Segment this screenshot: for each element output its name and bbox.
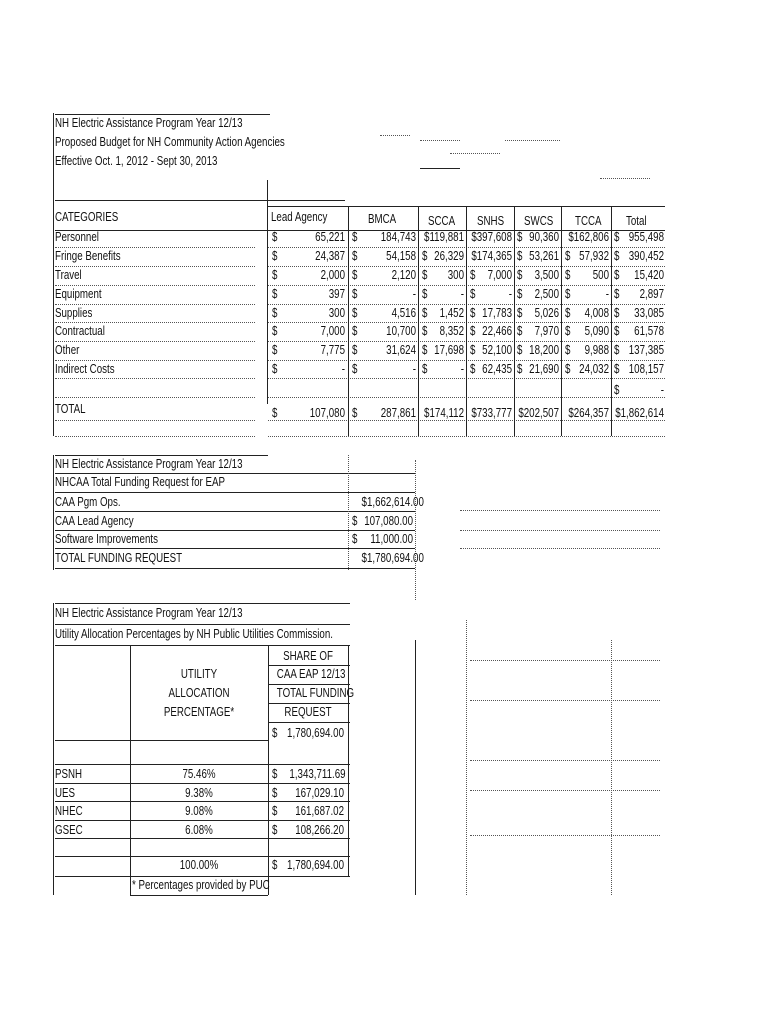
- grid-line-v: [53, 113, 54, 436]
- budget-cell: 10,700: [386, 324, 416, 338]
- grid-line-v: [267, 180, 268, 404]
- col-header-total: Total: [626, 214, 647, 228]
- funding-label: Software Improvements: [55, 532, 158, 546]
- funding-value: 11,000.00: [370, 532, 413, 546]
- grid-line-h: [55, 114, 270, 115]
- grid-line-h: [268, 703, 350, 704]
- dollar-sign: $: [614, 343, 620, 357]
- budget-cell: 57,932: [579, 249, 609, 263]
- request-dollar-sign: $: [272, 726, 278, 740]
- budget-cell: 500: [592, 268, 609, 282]
- dollar-sign: $: [272, 804, 278, 818]
- total-cell: 287,861: [380, 406, 416, 420]
- grid-line-h: [55, 378, 255, 379]
- dollar-sign: $: [272, 767, 278, 781]
- category-label: Other: [55, 343, 80, 357]
- budget-cell: 15,420: [634, 268, 664, 282]
- dollar-sign: $: [352, 343, 358, 357]
- grid-line-h: [268, 665, 350, 666]
- dollar-sign: $: [470, 343, 476, 357]
- grid-line-h: [55, 341, 255, 342]
- dollar-sign: $: [517, 287, 523, 301]
- budget-cell: -: [660, 383, 664, 397]
- dollar-sign: $: [517, 249, 523, 263]
- col-header-lead-agency: Lead Agency: [271, 210, 328, 224]
- total-dollar-sign: $: [272, 858, 278, 872]
- dollar-sign: $: [422, 268, 428, 282]
- dollar-sign: $: [272, 324, 278, 338]
- share-header-line-4: REQUEST: [284, 705, 332, 719]
- grid-line-h: [55, 530, 415, 531]
- dollar-sign: $: [470, 268, 476, 282]
- grid-line-v: [348, 645, 349, 876]
- grid-line-h: [55, 397, 255, 398]
- dollar-sign: $: [422, 306, 428, 320]
- budget-cell: 33,085: [634, 306, 664, 320]
- grid-line-h: [55, 511, 415, 512]
- utility-percentage: 75.46%: [182, 767, 216, 781]
- dollar-sign: $: [422, 362, 428, 376]
- total-cell: $1,862,614: [615, 406, 664, 420]
- budget-cell: 2,120: [391, 268, 416, 282]
- dollar-sign: $: [470, 306, 476, 320]
- budget-cell: 7,775: [320, 343, 345, 357]
- budget-cell: 21,690: [529, 362, 559, 376]
- budget-cell: 5,026: [534, 306, 559, 320]
- budget-cell: 26,329: [434, 249, 464, 263]
- funding-title-line-2: NHCAA Total Funding Request for EAP: [55, 475, 226, 489]
- grid-line-h: [470, 760, 660, 761]
- col-header-swcs: SWCS: [524, 214, 554, 228]
- grid-line-h: [55, 360, 255, 361]
- grid-line-h: [268, 722, 350, 723]
- budget-cell: 108,157: [628, 362, 664, 376]
- dollar-sign: $: [272, 786, 278, 800]
- grid-line-h: [55, 838, 350, 839]
- dollar-sign: $: [517, 362, 523, 376]
- grid-line-h: [55, 455, 268, 456]
- grid-line-h: [55, 492, 415, 493]
- funding-label: TOTAL FUNDING REQUEST: [55, 551, 183, 565]
- budget-cell: -: [341, 362, 345, 376]
- grid-line-v: [415, 640, 416, 895]
- dollar-sign: $: [272, 306, 278, 320]
- category-label: Travel: [55, 268, 82, 282]
- budget-cell: 4,516: [391, 306, 416, 320]
- grid-line-h: [55, 624, 350, 625]
- budget-cell: 7,000: [487, 268, 512, 282]
- dollar-sign: $: [422, 287, 428, 301]
- budget-title-line-1: NH Electric Assistance Program Year 12/13: [55, 116, 243, 130]
- grid-line-h: [55, 568, 415, 569]
- dollar-sign: $: [352, 287, 358, 301]
- category-label: Supplies: [55, 306, 93, 320]
- budget-cell: 2,500: [534, 287, 559, 301]
- funding-label: CAA Pgm Ops.: [55, 495, 121, 509]
- col-header-bmca: BMCA: [368, 212, 397, 226]
- utility-label: NHEC: [55, 804, 83, 818]
- dollar-sign: $: [565, 249, 571, 263]
- share-header-line-1: SHARE OF: [283, 649, 333, 663]
- dollar-sign: $: [614, 249, 620, 263]
- grid-line-h: [380, 135, 410, 136]
- allocation-title-line-1: NH Electric Assistance Program Year 12/13: [55, 606, 243, 620]
- budget-cell: 24,032: [579, 362, 609, 376]
- budget-cell: 1,452: [439, 306, 464, 320]
- grid-line-v: [53, 603, 54, 895]
- total-cell: $202,507: [518, 406, 559, 420]
- dollar-sign: $: [614, 268, 620, 282]
- total-cell: $174,112: [424, 406, 464, 420]
- grid-line-h: [470, 660, 660, 661]
- dollar-sign: $: [614, 383, 620, 397]
- budget-cell: 137,385: [628, 343, 664, 357]
- col-header-scca: SCCA: [428, 214, 456, 228]
- grid-line-v: [348, 455, 349, 570]
- grid-line-h: [55, 200, 345, 201]
- dollar-sign: $: [517, 306, 523, 320]
- dollar-sign: $: [517, 268, 523, 282]
- budget-cell: 2,000: [320, 268, 345, 282]
- total-request-value: 1,780,694.00: [287, 726, 344, 740]
- grid-line-v: [466, 620, 467, 895]
- total-percentage: 100.00%: [179, 858, 219, 872]
- category-label: Contractual: [55, 324, 105, 338]
- utility-label: PSNH: [55, 767, 83, 781]
- dollar-sign: $: [565, 306, 571, 320]
- grid-line-h: [55, 603, 350, 604]
- share-header-line-3: TOTAL FUNDING: [276, 686, 355, 700]
- budget-cell: 955,498: [628, 230, 664, 244]
- budget-cell: -: [412, 362, 416, 376]
- budget-cell: -: [460, 362, 464, 376]
- grid-line-v: [53, 455, 54, 570]
- dollar-sign: $: [352, 230, 358, 244]
- total-cell: $264,357: [568, 406, 609, 420]
- utility-percentage: 6.08%: [185, 823, 213, 837]
- grid-line-h: [55, 304, 255, 305]
- dollar-sign: $: [422, 324, 428, 338]
- grid-line-h: [55, 876, 350, 877]
- grid-line-h: [470, 700, 660, 701]
- total-cell: 107,080: [309, 406, 345, 420]
- funding-title-line-1: NH Electric Assistance Program Year 12/13: [55, 457, 243, 471]
- pct-header-line-1: UTILITY: [180, 667, 218, 681]
- dollar-sign: $: [352, 406, 358, 420]
- budget-cell: 17,698: [434, 343, 464, 357]
- grid-line-h: [470, 835, 660, 836]
- grid-line-h: [55, 801, 350, 802]
- utility-share-value: 108,266.20: [295, 823, 344, 837]
- grid-line-v: [268, 645, 269, 895]
- grid-line-h: [55, 764, 350, 765]
- utility-label: GSEC: [55, 823, 83, 837]
- grid-line-h: [55, 247, 255, 248]
- budget-cell: 24,387: [315, 249, 345, 263]
- budget-cell: 7,000: [320, 324, 345, 338]
- grid-line-h: [420, 168, 460, 169]
- grid-line-h: [55, 783, 350, 784]
- budget-cell: 52,100: [482, 343, 512, 357]
- col-header-tcca: TCCA: [575, 214, 602, 228]
- budget-cell: -: [605, 287, 609, 301]
- dollar-sign: $: [565, 343, 571, 357]
- budget-cell: $162,806: [568, 230, 609, 244]
- dollar-sign: $: [272, 406, 278, 420]
- grid-line-h: [55, 645, 350, 646]
- grid-line-h: [55, 548, 415, 549]
- grid-line-v: [130, 645, 131, 895]
- grid-line-h: [55, 322, 255, 323]
- grid-line-h: [268, 684, 350, 685]
- budget-cell: 17,783: [482, 306, 512, 320]
- grid-line-h: [55, 420, 255, 421]
- funding-label: CAA Lead Agency: [55, 514, 134, 528]
- dollar-sign: $: [614, 230, 620, 244]
- total-label: TOTAL: [55, 402, 86, 416]
- budget-cell: 54,158: [386, 249, 416, 263]
- budget-cell: 397: [328, 287, 345, 301]
- dollar-sign: $: [565, 287, 571, 301]
- dollar-sign: $: [352, 324, 358, 338]
- budget-cell: -: [460, 287, 464, 301]
- grid-line-h: [600, 178, 650, 179]
- allocation-title-line-2: Utility Allocation Percentages by NH Public Utilities Commission.: [55, 627, 333, 641]
- dollar-sign: $: [517, 324, 523, 338]
- budget-cell: 3,500: [534, 268, 559, 282]
- dollar-sign: $: [352, 514, 358, 528]
- budget-cell: $397,608: [471, 230, 512, 244]
- dollar-sign: $: [272, 268, 278, 282]
- pct-header-line-3: PERCENTAGE*: [163, 705, 235, 719]
- budget-cell: 7,970: [534, 324, 559, 338]
- dollar-sign: $: [614, 324, 620, 338]
- dollar-sign: $: [470, 287, 476, 301]
- grid-line-h: [55, 285, 255, 286]
- grid-line-h: [55, 856, 350, 857]
- budget-cell: -: [412, 287, 416, 301]
- budget-cell: 300: [328, 306, 345, 320]
- funding-value: 107,080.00: [364, 514, 413, 528]
- category-label: Personnel: [55, 230, 99, 244]
- dollar-sign: $: [272, 823, 278, 837]
- dollar-sign: $: [352, 532, 358, 546]
- dollar-sign: $: [352, 249, 358, 263]
- budget-cell: 300: [447, 268, 464, 282]
- total-allocation-value: 1,780,694.00: [287, 858, 344, 872]
- grid-line-h: [470, 790, 660, 791]
- budget-cell: 184,743: [380, 230, 416, 244]
- grid-line-h: [55, 266, 255, 267]
- budget-cell: 8,352: [439, 324, 464, 338]
- category-label: Indirect Costs: [55, 362, 115, 376]
- utility-label: UES: [55, 786, 76, 800]
- dollar-sign: $: [614, 306, 620, 320]
- dollar-sign: $: [272, 287, 278, 301]
- funding-value: $1,662,614.00: [361, 495, 424, 509]
- budget-cell: 53,261: [529, 249, 559, 263]
- dollar-sign: $: [352, 306, 358, 320]
- budget-cell: 61,578: [634, 324, 664, 338]
- dollar-sign: $: [422, 343, 428, 357]
- dollar-sign: $: [352, 362, 358, 376]
- grid-line-h: [460, 510, 660, 511]
- budget-title-line-3: Effective Oct. 1, 2012 - Sept 30, 2013: [55, 154, 218, 168]
- budget-cell: 9,988: [584, 343, 609, 357]
- budget-cell: 22,466: [482, 324, 512, 338]
- grid-line-h: [420, 140, 460, 141]
- dollar-sign: $: [272, 230, 278, 244]
- budget-cell: 65,221: [315, 230, 345, 244]
- total-cell: $733,777: [471, 406, 512, 420]
- budget-cell: -: [508, 287, 512, 301]
- col-header-categories: CATEGORIES: [55, 210, 119, 224]
- category-label: Equipment: [55, 287, 102, 301]
- category-label: Fringe Benefits: [55, 249, 121, 263]
- pct-header-line-2: ALLOCATION: [168, 686, 230, 700]
- grid-line-h: [460, 530, 660, 531]
- budget-title-line-2: Proposed Budget for NH Community Action Agencies: [55, 135, 285, 149]
- grid-line-h: [450, 153, 500, 154]
- share-header-line-2: CAA EAP 12/13: [276, 667, 346, 681]
- grid-line-h: [130, 895, 268, 896]
- budget-cell: 4,008: [584, 306, 609, 320]
- col-header-snhs: SNHS: [477, 214, 505, 228]
- grid-line-v: [348, 206, 349, 436]
- budget-cell: $119,881: [424, 230, 464, 244]
- grid-line-h: [55, 436, 255, 437]
- grid-line-h: [55, 473, 415, 474]
- funding-value: $1,780,694.00: [361, 551, 424, 565]
- grid-line-h: [460, 548, 660, 549]
- grid-line-h: [55, 820, 350, 821]
- grid-line-v: [611, 640, 612, 895]
- grid-line-h: [55, 740, 268, 741]
- utility-share-value: 1,343,711.69: [289, 767, 346, 781]
- utility-share-value: 161,687.02: [295, 804, 344, 818]
- grid-line-h: [268, 436, 665, 437]
- utility-percentage: 9.38%: [185, 786, 213, 800]
- grid-line-h: [505, 140, 560, 141]
- percentage-footnote: * Percentages provided by PUC: [132, 878, 270, 892]
- budget-cell: 2,897: [639, 287, 664, 301]
- utility-percentage: 9.08%: [185, 804, 213, 818]
- budget-cell: 62,435: [482, 362, 512, 376]
- budget-cell: 31,624: [386, 343, 416, 357]
- grid-line-v: [415, 460, 416, 600]
- dollar-sign: $: [272, 249, 278, 263]
- dollar-sign: $: [517, 343, 523, 357]
- dollar-sign: $: [272, 362, 278, 376]
- dollar-sign: $: [614, 287, 620, 301]
- utility-share-value: 167,029.10: [295, 786, 344, 800]
- dollar-sign: $: [517, 230, 523, 244]
- dollar-sign: $: [352, 268, 358, 282]
- budget-cell: 5,090: [584, 324, 609, 338]
- dollar-sign: $: [614, 362, 620, 376]
- dollar-sign: $: [470, 324, 476, 338]
- dollar-sign: $: [470, 362, 476, 376]
- budget-cell: 90,360: [529, 230, 559, 244]
- budget-cell: $174,365: [471, 249, 512, 263]
- budget-cell: 18,200: [529, 343, 559, 357]
- dollar-sign: $: [565, 324, 571, 338]
- dollar-sign: $: [565, 362, 571, 376]
- dollar-sign: $: [565, 268, 571, 282]
- dollar-sign: $: [422, 249, 428, 263]
- budget-cell: 390,452: [628, 249, 664, 263]
- dollar-sign: $: [272, 343, 278, 357]
